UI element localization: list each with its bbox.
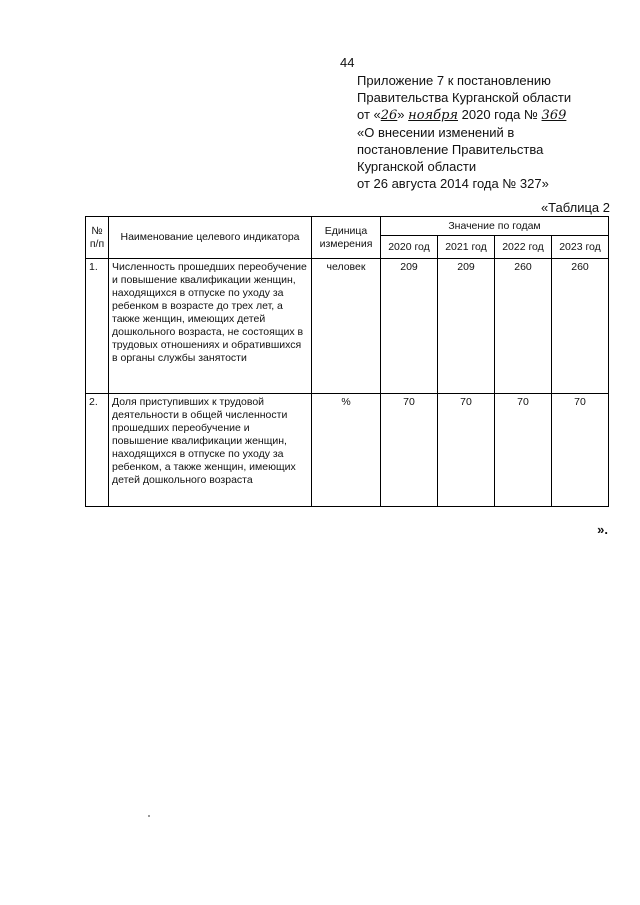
indicators-table bbox=[85, 216, 609, 507]
table-row bbox=[86, 394, 609, 507]
appendix-line-4: «О внесении изменений в bbox=[357, 125, 515, 140]
header-num: № п/п bbox=[86, 217, 109, 259]
header-year-2021: 2021 год bbox=[438, 236, 495, 259]
value-2023: 70 bbox=[552, 394, 609, 507]
appendix-line-7: от 26 августа 2014 года № 327» bbox=[357, 176, 549, 191]
row-number: 2. bbox=[86, 394, 109, 507]
appendix-header bbox=[357, 72, 632, 192]
header-values-group: Значение по годам bbox=[381, 217, 609, 236]
table-row bbox=[86, 259, 609, 394]
date-mid: » bbox=[397, 107, 409, 122]
indicator-name: Численность прошедших переобучение и повышение квалификации женщин, находящихся в отпуске по уходу за ребенком в возрасте до трех лет, а также женщин, имеющих детей дошкольного возраста, не состоящих в трудовых отношениях и обратившихся в органы службы занятости bbox=[109, 259, 312, 394]
value-2022: 70 bbox=[495, 394, 552, 507]
appendix-line-5: постановление Правительства bbox=[357, 142, 544, 157]
page-number: 44 bbox=[340, 55, 355, 70]
closing-quote: ». bbox=[597, 522, 608, 537]
value-2020: 209 bbox=[381, 259, 438, 394]
indicator-name: Доля приступивших к трудовой деятельности в общей численности прошедших переобучение и повышение квалификации женщин, находящихся в отпуске по уходу за ребенком, а также женщин, имеющих детей дошкольного возраста bbox=[109, 394, 312, 507]
row-number: 1. bbox=[86, 259, 109, 394]
appendix-line-6: Курганской области bbox=[357, 159, 477, 174]
indicator-unit: % bbox=[312, 394, 381, 507]
appendix-line-3 bbox=[357, 106, 632, 124]
appendix-line-1: Приложение 7 к постановлению bbox=[357, 73, 551, 88]
indicator-unit: человек bbox=[312, 259, 381, 394]
date-year: 2020 года № bbox=[458, 107, 542, 122]
header-name: Наименование целевого индикатора bbox=[109, 217, 312, 259]
scan-dot bbox=[148, 815, 150, 817]
handwritten-number: 369 bbox=[541, 108, 567, 123]
table-caption: «Таблица 2 bbox=[540, 200, 610, 215]
handwritten-day: 26 bbox=[380, 108, 398, 123]
handwritten-month: ноября bbox=[408, 108, 459, 123]
date-prefix: от « bbox=[357, 107, 381, 122]
value-2022: 260 bbox=[495, 259, 552, 394]
header-unit: Единица измерения bbox=[312, 217, 381, 259]
header-year-2022: 2022 год bbox=[495, 236, 552, 259]
header-year-2023: 2023 год bbox=[552, 236, 609, 259]
value-2020: 70 bbox=[381, 394, 438, 507]
appendix-line-2: Правительства Курганской области bbox=[357, 90, 572, 105]
header-year-2020: 2020 год bbox=[381, 236, 438, 259]
value-2021: 209 bbox=[438, 259, 495, 394]
value-2021: 70 bbox=[438, 394, 495, 507]
value-2023: 260 bbox=[552, 259, 609, 394]
